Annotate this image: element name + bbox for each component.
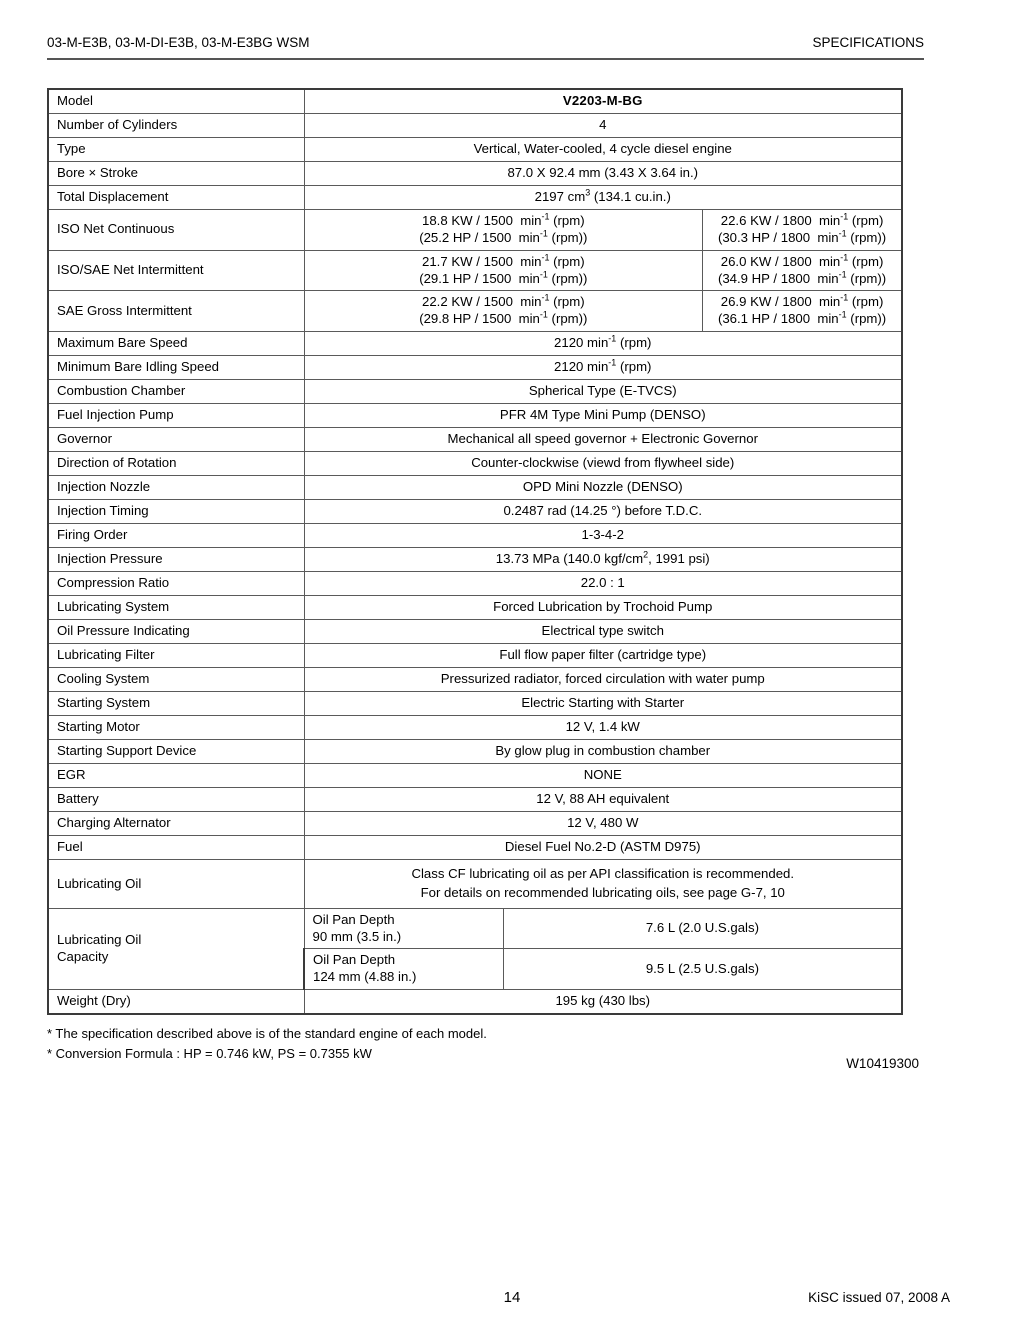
table-row bbox=[48, 548, 902, 572]
row-value-compression-ratio: 22.0 : 1 bbox=[304, 572, 902, 596]
row-value-bore-stroke: 87.0 X 92.4 mm (3.43 X 3.64 in.) bbox=[304, 161, 902, 185]
table-row bbox=[48, 990, 902, 1014]
table-row bbox=[48, 644, 902, 668]
row-value-lubricating-oil: Class CF lubricating oil as per API classification is recommended. For details on recommended lubricating oils, see page G-7, 10 bbox=[304, 860, 902, 908]
table-row bbox=[48, 89, 902, 113]
row-value-lubricating-filter: Full flow paper filter (cartridge type) bbox=[304, 644, 902, 668]
row-value-governor: Mechanical all speed governor + Electronic Governor bbox=[304, 428, 902, 452]
table-row bbox=[48, 356, 902, 380]
row-value-firing-order: 1-3-4-2 bbox=[304, 524, 902, 548]
row-value-iso-sae-net-intermittent-1500: 21.7 KW / 1500 $\min^{-1} (rpm)$ (29.1 HP / 1500 $\min^{-1} (rpm)$) bbox=[304, 250, 703, 291]
row-label-number-of-cylinders: Number of Cylinders bbox=[48, 113, 304, 137]
row-value-direction-of-rotation: Counter-clockwise (viewd from flywheel side) bbox=[304, 452, 902, 476]
table-row bbox=[48, 620, 902, 644]
row-value-type: Vertical, Water-cooled, 4 cycle diesel engine bbox=[304, 137, 902, 161]
table-row bbox=[48, 452, 902, 476]
row-value-cooling-system: Pressurized radiator, forced circulation with water pump bbox=[304, 668, 902, 692]
row-label-oil-pressure-indicating: Oil Pressure Indicating bbox=[48, 620, 304, 644]
specification-table bbox=[47, 88, 903, 1015]
row-value-fuel: Diesel Fuel No.2-D (ASTM D975) bbox=[304, 836, 902, 860]
footnotes bbox=[47, 1024, 487, 1064]
running-head bbox=[47, 35, 924, 54]
footnote-conversion-formula: * Conversion Formula : HP = 0.746 kW, PS = 0.7355 kW bbox=[47, 1046, 372, 1062]
row-label-sae-gross-intermittent: SAE Gross Intermittent bbox=[48, 291, 304, 332]
table-row bbox=[48, 428, 902, 452]
row-label-type: Type bbox=[48, 137, 304, 161]
row-label-injection-pressure: Injection Pressure bbox=[48, 548, 304, 572]
row-value-injection-pressure: 13.73 MPa (140.0 kgf/$cm^2$, 1991 psi) bbox=[304, 548, 902, 572]
table-row bbox=[48, 380, 902, 404]
page-number: 14 bbox=[503, 1289, 521, 1306]
row-label-starting-system: Starting System bbox=[48, 692, 304, 716]
row-label-iso-net-continuous: ISO Net Continuous bbox=[48, 209, 304, 250]
row-value-starting-system: Electric Starting with Starter bbox=[304, 692, 902, 716]
table-row bbox=[48, 860, 902, 908]
row-value-lubricating-system: Forced Lubrication by Trochoid Pump bbox=[304, 596, 902, 620]
row-label-battery: Battery bbox=[48, 788, 304, 812]
capacity-sublabel-2: Oil Pan Depth 124 mm (4.88 in.) bbox=[304, 949, 503, 990]
row-label-lubricating-system: Lubricating System bbox=[48, 596, 304, 620]
running-head-left: 03-M-E3B, 03-M-DI-E3B, 03-M-E3BG WSM bbox=[47, 35, 310, 50]
row-value-oil-pressure-indicating: Electrical type switch bbox=[304, 620, 902, 644]
row-label-starting-support-device: Starting Support Device bbox=[48, 740, 304, 764]
row-label-combustion-chamber: Combustion Chamber bbox=[48, 380, 304, 404]
table-row bbox=[48, 524, 902, 548]
row-label-iso-sae-net-intermittent: ISO/SAE Net Intermittent bbox=[48, 250, 304, 291]
table-row bbox=[48, 908, 902, 949]
table-row bbox=[48, 836, 902, 860]
row-value-injection-nozzle: OPD Mini Nozzle (DENSO) bbox=[304, 476, 902, 500]
capacity-sublabel-1: Oil Pan Depth 90 mm (3.5 in.) bbox=[304, 908, 503, 949]
running-head-rule bbox=[47, 58, 924, 60]
footnote-standard-engine: * The specification described above is of the standard engine of each model. bbox=[47, 1026, 487, 1041]
row-label-model: Model bbox=[48, 89, 304, 113]
row-value-battery: 12 V, 88 AH equivalent bbox=[304, 788, 902, 812]
row-label-compression-ratio: Compression Ratio bbox=[48, 572, 304, 596]
row-value-iso-sae-net-intermittent-1800: 26.0 KW / 1800 $\min^{-1} (rpm)$ (34.9 HP / 1800 $\min^{-1} (rpm)$) bbox=[703, 250, 902, 291]
table-row bbox=[48, 476, 902, 500]
table-row bbox=[48, 209, 902, 250]
row-label-starting-motor: Starting Motor bbox=[48, 716, 304, 740]
table-row bbox=[48, 332, 902, 356]
row-label-bore-stroke: Bore × Stroke bbox=[48, 161, 304, 185]
specification-table-body bbox=[48, 89, 902, 1014]
row-value-number-of-cylinders: 4 bbox=[304, 113, 902, 137]
footer-issue: KiSC issued 07, 2008 A bbox=[808, 1290, 950, 1305]
row-value-iso-net-continuous-1500: 18.8 KW / 1500 $\min^{-1} (rpm)$ (25.2 HP / 1500 $\min^{-1} (rpm)$) bbox=[304, 209, 703, 250]
row-value-injection-timing: 0.2487 rad (14.25 °) before T.D.C. bbox=[304, 500, 902, 524]
table-row bbox=[48, 291, 902, 332]
table-row bbox=[48, 716, 902, 740]
table-row bbox=[48, 668, 902, 692]
row-value-fuel-injection-pump: PFR 4M Type Mini Pump (DENSO) bbox=[304, 404, 902, 428]
table-row bbox=[48, 740, 902, 764]
running-head-right: SPECIFICATIONS bbox=[812, 35, 924, 50]
row-label-firing-order: Firing Order bbox=[48, 524, 304, 548]
table-row bbox=[48, 764, 902, 788]
row-label-fuel-injection-pump: Fuel Injection Pump bbox=[48, 404, 304, 428]
row-label-lubricating-filter: Lubricating Filter bbox=[48, 644, 304, 668]
row-label-injection-nozzle: Injection Nozzle bbox=[48, 476, 304, 500]
document-number: W10419300 bbox=[846, 1056, 919, 1071]
row-label-total-displacement: Total Displacement bbox=[48, 185, 304, 209]
table-row bbox=[48, 161, 902, 185]
row-label-egr: EGR bbox=[48, 764, 304, 788]
row-value-iso-net-continuous-1800: 22.6 KW / 1800 $\min^{-1} (rpm)$ (30.3 HP / 1800 $\min^{-1} (rpm)$) bbox=[703, 209, 902, 250]
capacity-value-2: 9.5 L (2.5 U.S.gals) bbox=[503, 949, 902, 990]
row-value-starting-support-device: By glow plug in combustion chamber bbox=[304, 740, 902, 764]
row-value-sae-gross-intermittent-1500: 22.2 KW / 1500 $\min^{-1} (rpm)$ (29.8 HP / 1500 $\min^{-1} (rpm)$) bbox=[304, 291, 703, 332]
row-label-lubricating-oil: Lubricating Oil bbox=[48, 860, 304, 908]
table-row bbox=[48, 500, 902, 524]
row-value-total-displacement: 2197 $cm^3$ (134.1 cu.in.) bbox=[304, 185, 902, 209]
row-label-fuel: Fuel bbox=[48, 836, 304, 860]
row-label-cooling-system: Cooling System bbox=[48, 668, 304, 692]
row-label-minimum-bare-idling-speed: Minimum Bare Idling Speed bbox=[48, 356, 304, 380]
row-value-sae-gross-intermittent-1800: 26.9 KW / 1800 $\min^{-1} (rpm)$ (36.1 HP / 1800 $\min^{-1} (rpm)$) bbox=[703, 291, 902, 332]
table-row bbox=[48, 137, 902, 161]
table-row bbox=[48, 185, 902, 209]
row-value-charging-alternator: 12 V, 480 W bbox=[304, 812, 902, 836]
row-value-maximum-bare-speed: 2120 $\min^{-1} (rpm)$ bbox=[304, 332, 902, 356]
row-label-direction-of-rotation: Direction of Rotation bbox=[48, 452, 304, 476]
row-label-weight-dry: Weight (Dry) bbox=[48, 990, 304, 1014]
table-row bbox=[48, 113, 902, 137]
row-label-maximum-bare-speed: Maximum Bare Speed bbox=[48, 332, 304, 356]
row-label-lubricating-oil-capacity: Lubricating Oil Capacity bbox=[48, 908, 304, 990]
row-value-egr: NONE bbox=[304, 764, 902, 788]
row-value-model: V2203-M-BG bbox=[304, 89, 902, 113]
row-label-injection-timing: Injection Timing bbox=[48, 500, 304, 524]
table-row bbox=[48, 812, 902, 836]
row-value-minimum-bare-idling-speed: 2120 $\min^{-1} (rpm)$ bbox=[304, 356, 902, 380]
table-row bbox=[48, 788, 902, 812]
row-label-governor: Governor bbox=[48, 428, 304, 452]
table-row bbox=[48, 572, 902, 596]
table-row bbox=[48, 404, 902, 428]
capacity-value-1: 7.6 L (2.0 U.S.gals) bbox=[503, 908, 902, 949]
table-row bbox=[48, 692, 902, 716]
row-value-starting-motor: 12 V, 1.4 kW bbox=[304, 716, 902, 740]
row-value-combustion-chamber: Spherical Type (E-TVCS) bbox=[304, 380, 902, 404]
table-row bbox=[48, 250, 902, 291]
row-label-charging-alternator: Charging Alternator bbox=[48, 812, 304, 836]
table-row bbox=[48, 596, 902, 620]
row-value-weight-dry: 195 kg (430 lbs) bbox=[304, 990, 902, 1014]
